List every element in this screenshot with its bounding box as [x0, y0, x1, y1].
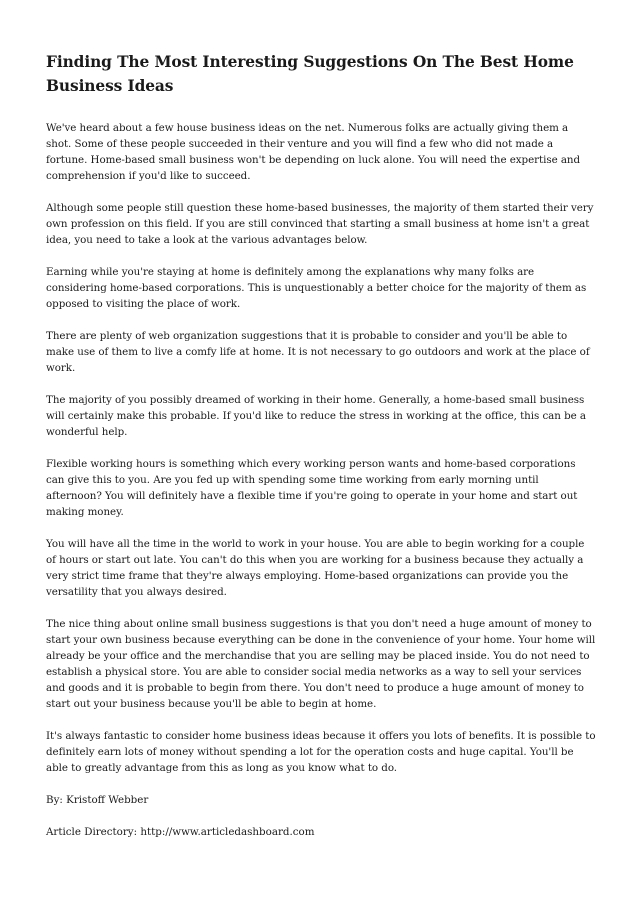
paragraph: Flexible working hours is something which every working person wants and home-based corporations can give this to you. Are you fed up with spending some time working from early morning until afternoon? You will definitely have a flexible time if you're going to operate in your home and start out making money. — [46, 458, 578, 518]
paragraph: We've heard about a few house business ideas on the net. Numerous folks are actually giving them a shot. Some of these people succeeded in their venture and you will find a few who did not made a fortune. Home-based small business won't be depending on luck alone. You will need the expertise and comprehension if you'd like to succeed. — [46, 122, 581, 182]
byline: By: Kristoff Webber — [46, 794, 149, 806]
paragraph: Although some people still question these home-based businesses, the majority of them started their very own profession on this field. If you are still convinced that starting a small business at home isn't a great idea, you need to take a look at the various advantages below. — [46, 202, 594, 246]
paragraph: There are plenty of web organization suggestions that it is probable to consider and you'll be able to make use of them to live a comfy life at home. It is not necessary to go outdoors and work at the place of work. — [46, 330, 590, 374]
article-directory: Article Directory: http://www.articledashboard.com — [46, 826, 315, 838]
paragraph: The nice thing about online small business suggestions is that you don't need a huge amount of money to start your own business because everything can be done in the convenience of your home. Your home will already be your office and the merchandise that you are selling may be placed inside. You do not need to establish a physical store. You are able to consider social media networks as a way to sell your services and goods and it is probable to begin from there. You don't need to produce a huge amount of money to start out your business because you'll be able to begin at home. — [46, 618, 596, 710]
paragraph: The majority of you possibly dreamed of working in their home. Generally, a home-based small business will certainly make this probable. If you'd like to reduce the stress in working at the office, this can be a wonderful help. — [46, 394, 586, 438]
paragraph: You will have all the time in the world to work in your house. You are able to begin working for a couple of hours or start out late. You can't do this when you are working for a business because they actually a very strict time frame that they're always employing. Home-based organizations can provide you the versatility that you always desired. — [46, 538, 585, 598]
paragraph: It's always fantastic to consider home business ideas because it offers you lots of benefits. It is possible to definitely earn lots of money without spending a lot for the operation costs and huge capital. You'll be able to greatly advantage from this as long as you know what to do. — [46, 730, 596, 774]
paragraph: Earning while you're staying at home is definitely among the explanations why many folks are considering home-based corporations. This is unquestionably a better choice for the majority of them as opposed to visiting the place of work. — [46, 266, 587, 310]
article — [46, 50, 596, 856]
article-title: Finding The Most Interesting Suggestions On The Best Home Business Ideas — [46, 53, 574, 95]
